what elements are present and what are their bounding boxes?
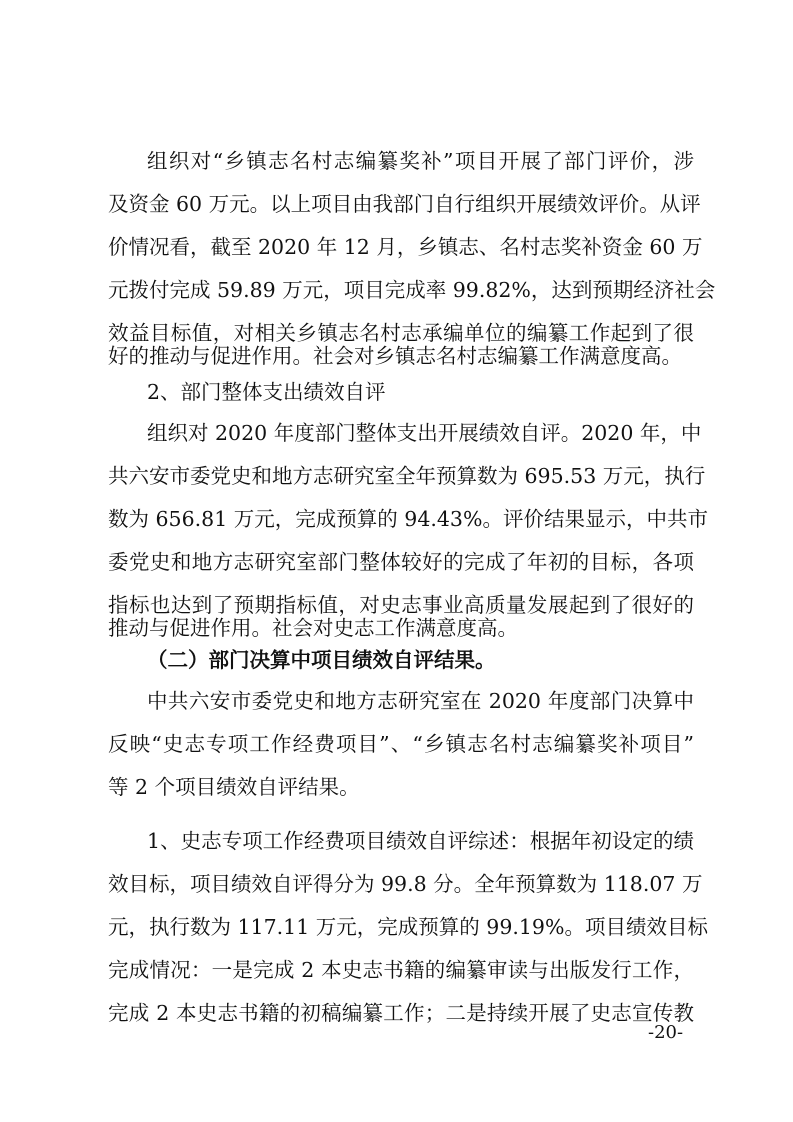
paragraph-line: 共六安市委党史和地方志研究室全年预算数为 695.53 万元，执行 <box>108 464 706 488</box>
page-number: -20- <box>648 1022 684 1043</box>
paragraph-line: 指标也达到了预期指标值，对史志事业高质量发展起到了很好的 <box>108 593 694 617</box>
paragraph-line: 1、史志专项工作经费项目绩效自评综述：根据年初设定的绩 <box>147 829 694 853</box>
paragraph-line: 中共六安市委党史和地方志研究室在 2020 年度部门决算中 <box>147 689 694 713</box>
paragraph-line: 数为 656.81 万元，完成预算的 94.43%。评价结果显示，中共市 <box>108 507 708 531</box>
paragraph-line: 组织对 2020 年度部门整体支出开展绩效自评。2020 年，中 <box>147 421 702 445</box>
paragraph-line: 等 2 个项目绩效自评结果。 <box>108 775 360 799</box>
paragraph-line: 效目标，项目绩效自评得分为 99.8 分。全年预算数为 118.07 万 <box>108 872 703 896</box>
paragraph-line: 完成情况：一是完成 2 本史志书籍的编纂审读与出版发行工作， <box>108 958 694 982</box>
paragraph-line: 及资金 60 万元。以上项目由我部门自行组织开展绩效评价。从评 <box>108 192 701 216</box>
paragraph-line: 完成 2 本史志书籍的初稿编纂工作；二是持续开展了史志宣传教 <box>108 1001 694 1025</box>
paragraph-line: 价情况看，截至 2020 年 12 月，乡镇志、名村志奖补资金 60 万 <box>108 235 703 259</box>
paragraph-line: 元，执行数为 117.11 万元，完成预算的 99.19%。项目绩效目标 <box>108 915 708 939</box>
paragraph-line: 效益目标值，对相关乡镇志名村志承编单位的编纂工作起到了很 <box>108 321 694 345</box>
paragraph-line: 组织对“乡镇志名村志编纂奖补”项目开展了部门评价，涉 <box>147 149 694 173</box>
paragraph-line: 反映“史志专项工作经费项目”、“乡镇志名村志编纂奖补项目” <box>108 732 694 756</box>
paragraph-line: 推动与促进作用。社会对史志工作满意度高。 <box>108 616 518 640</box>
paragraph-line: 元拨付完成 59.89 万元，项目完成率 99.82%，达到预期经济社会 <box>108 278 716 302</box>
section-heading: 2、部门整体支出绩效自评 <box>147 380 386 404</box>
paragraph-line: 好的推动与促进作用。社会对乡镇志名村志编纂工作满意度高。 <box>108 344 682 368</box>
section-heading: （二）部门决算中项目绩效自评结果。 <box>147 648 496 672</box>
paragraph-line: 委党史和地方志研究室部门整体较好的完成了年初的目标，各项 <box>108 550 694 574</box>
